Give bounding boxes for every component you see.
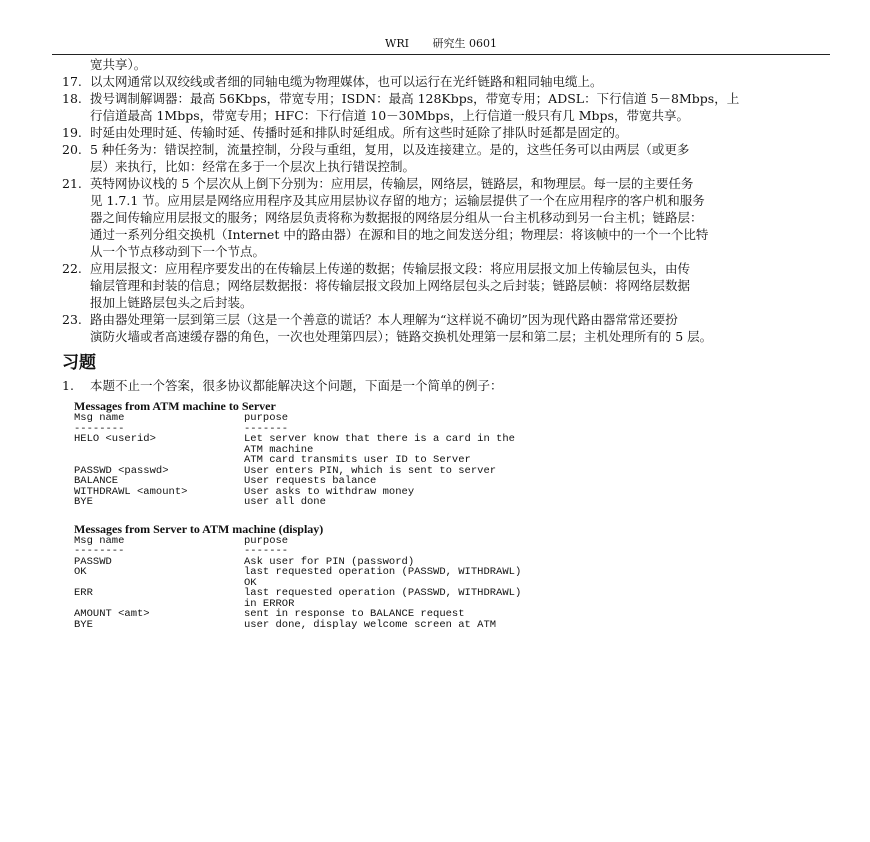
answer-text: 路由器处理第一层到第三层（这是一个善意的谎话？本人理解为“这样说不确切”因为现代路由器常常还要扮 (90, 312, 678, 327)
table-row (74, 434, 832, 445)
answer-number: 19. (62, 125, 82, 140)
table-row (74, 567, 832, 578)
answer-number: 21. (62, 176, 82, 191)
purpose-cell: sent in response to BALANCE request (244, 608, 465, 620)
purpose-cell: purpose (244, 534, 289, 547)
table-row (74, 620, 832, 631)
purpose-cell: Let server know that there is a card in the (244, 433, 515, 445)
answer-item (62, 73, 832, 90)
table-row (74, 546, 832, 557)
answer-item (62, 124, 832, 141)
answer-item (62, 90, 832, 124)
server-to-atm-table (74, 522, 832, 631)
purpose-cell: ATM card transmits user ID to Server (244, 454, 471, 466)
msg-name-cell (74, 445, 244, 456)
msg-name-cell: ERR (74, 587, 93, 599)
answer-line (62, 311, 832, 328)
answer-text: 报加上链路层包头之后封装。 (90, 295, 253, 310)
purpose-cell: last requested operation (PASSWD, WITHDRAWL) (244, 587, 522, 599)
header-right: 研究生 0601 (432, 37, 497, 50)
purpose-cell: ATM machine (244, 443, 314, 456)
answer-number: 17. (62, 74, 82, 89)
msg-name-cell (74, 455, 244, 466)
purpose-cell: User enters PIN, which is sent to server (244, 464, 497, 477)
table-title: Messages from ATM machine to Server (74, 399, 276, 413)
table-row (74, 536, 832, 547)
answer-text: 拨号调制解调器：最高 56Kbps，带宽专用；ISDN：最高 128Kbps，带宽专用；ADSL：下行信道 5－8Mbps，上 (90, 91, 740, 106)
answer-text: 器之间传输应用层报文的服务；网络层负责将称为数据报的网络层分组从一台主机移动到另一台主机；链路层： (90, 210, 703, 225)
purpose-cell: OK (244, 576, 257, 589)
answer-text: 英特网协议栈的 5 个层次从上倒下分别为：应用层，传输层，网络层，链路层，和物理层。每一层的主要任务 (90, 176, 694, 191)
answer-list (62, 73, 832, 345)
purpose-cell: last requested operation (PASSWD, WITHDRAWL) (244, 566, 522, 578)
table-title: Messages from Server to ATM machine (display) (74, 521, 324, 536)
purpose-cell: user all done (244, 496, 326, 508)
table-row (74, 609, 832, 620)
answer-number: 18. (62, 91, 82, 106)
table-row (74, 476, 832, 487)
msg-name-cell: BALANCE (74, 475, 119, 487)
purpose-cell: User requests balance (244, 475, 377, 487)
msg-name-cell: HELO <userid> (74, 433, 156, 445)
answer-text: 应用层报文：应用程序要发出的在传输层上传递的数据；传输层报文段：将应用层报文加上传输层包头，由传 (90, 261, 691, 276)
question-number: 1. (62, 378, 74, 393)
table-row (74, 588, 832, 599)
answer-line (62, 277, 832, 294)
page-header (52, 34, 830, 55)
table-rows (74, 413, 832, 508)
atm-to-server-table (74, 399, 832, 508)
answer-line (62, 73, 832, 90)
top-fragment: 宽共享）。 (90, 57, 147, 72)
answer-line (62, 328, 832, 345)
answer-line (62, 107, 832, 124)
answer-line (62, 260, 832, 277)
purpose-cell: ------- (244, 422, 289, 435)
msg-name-cell (74, 578, 244, 589)
answer-text: 演防火墙或者高速缓存器的角色，一次也处理第四层）；链路交换机处理第一层和第二层；主机处理所有的 5 层。 (90, 329, 713, 344)
purpose-cell: Ask user for PIN (password) (244, 555, 415, 568)
answer-text: 5 种任务为：错误控制，流量控制，分段与重组，复用，以及连接建立。是的，这些任务可以由两层（或更多 (90, 142, 690, 157)
table-row (74, 455, 832, 466)
purpose-cell: in ERROR (244, 597, 295, 610)
question-1 (62, 377, 832, 395)
table-rows (74, 536, 832, 631)
answer-item (62, 141, 832, 175)
msg-name-cell: Msg name (74, 412, 125, 424)
purpose-cell: user done, display welcome screen at ATM (244, 618, 497, 631)
answer-number: 22. (62, 261, 82, 276)
answer-line (62, 294, 832, 311)
answer-line (62, 158, 832, 175)
answer-line (62, 175, 832, 192)
page-content (62, 56, 832, 630)
answer-line (62, 192, 832, 209)
purpose-cell: User asks to withdraw money (244, 485, 415, 498)
answer-line (62, 141, 832, 158)
answer-text: 行信道最高 1Mbps，带宽专用；HFC：下行信道 10－30Mbps，上行信道一般只有几 Mbps，带宽共享。 (90, 108, 689, 123)
msg-name-cell: WITHDRAWL <amount> (74, 485, 188, 498)
answer-line (62, 124, 832, 141)
table-row (74, 497, 832, 508)
answer-text: 输层管理和封装的信息；网络层数据报：将传输层报文段加上网络层包头之后封装；链路层帧：将网络层数据 (90, 278, 691, 293)
msg-name-cell: -------- (74, 422, 125, 435)
purpose-cell: ------- (244, 545, 289, 557)
table-row (74, 413, 832, 424)
answer-text: 以太网通常以双绞线或者细的同轴电缆为物理媒体，也可以运行在光纤链路和粗同轴电缆上。 (90, 74, 603, 89)
answer-item (62, 175, 832, 260)
answer-text: 见 1.7.1 节。应用层是网络应用程序及其应用层协议存留的地方；运输层提供了一个在应用程序的客户机和服务 (90, 193, 705, 208)
answer-number: 20. (62, 142, 82, 157)
answer-item (62, 311, 832, 345)
msg-name-cell: Msg name (74, 534, 125, 547)
msg-name-cell: AMOUNT <amt> (74, 608, 150, 620)
question-text: 本题不止一个答案，很多协议都能解决这个问题，下面是一个简单的例子： (90, 378, 503, 393)
answer-line (62, 243, 832, 260)
msg-name-cell: BYE (74, 496, 93, 508)
answer-text: 层）来执行，比如：经常在多于一个层次上执行错误控制。 (90, 159, 416, 174)
answer-number: 23. (62, 312, 82, 327)
answer-line (62, 226, 832, 243)
answer-text: 时延由处理时延、传输时延、传播时延和排队时延组成。所有这些时延除了排队时延都是固定的。 (90, 125, 628, 140)
exercise-heading: 习题 (62, 353, 96, 373)
table-row (74, 487, 832, 498)
answer-line (62, 209, 832, 226)
table-row (74, 466, 832, 477)
msg-name-cell: -------- (74, 545, 125, 557)
msg-name-cell: PASSWD (74, 555, 112, 568)
msg-name-cell: OK (74, 566, 87, 578)
msg-name-cell: BYE (74, 618, 93, 631)
answer-text: 从一个节点移动到下一个节点。 (90, 244, 266, 259)
purpose-cell: purpose (244, 412, 289, 424)
answer-item (62, 260, 832, 311)
answer-line (62, 90, 832, 107)
msg-name-cell: PASSWD <passwd> (74, 464, 169, 477)
header-left: WRI (385, 37, 409, 50)
answer-text: 通过一系列分组交换机（Internet 中的路由器）在源和目的地之间发送分组；物理层：将该帧中的一个一个比特 (90, 227, 709, 242)
